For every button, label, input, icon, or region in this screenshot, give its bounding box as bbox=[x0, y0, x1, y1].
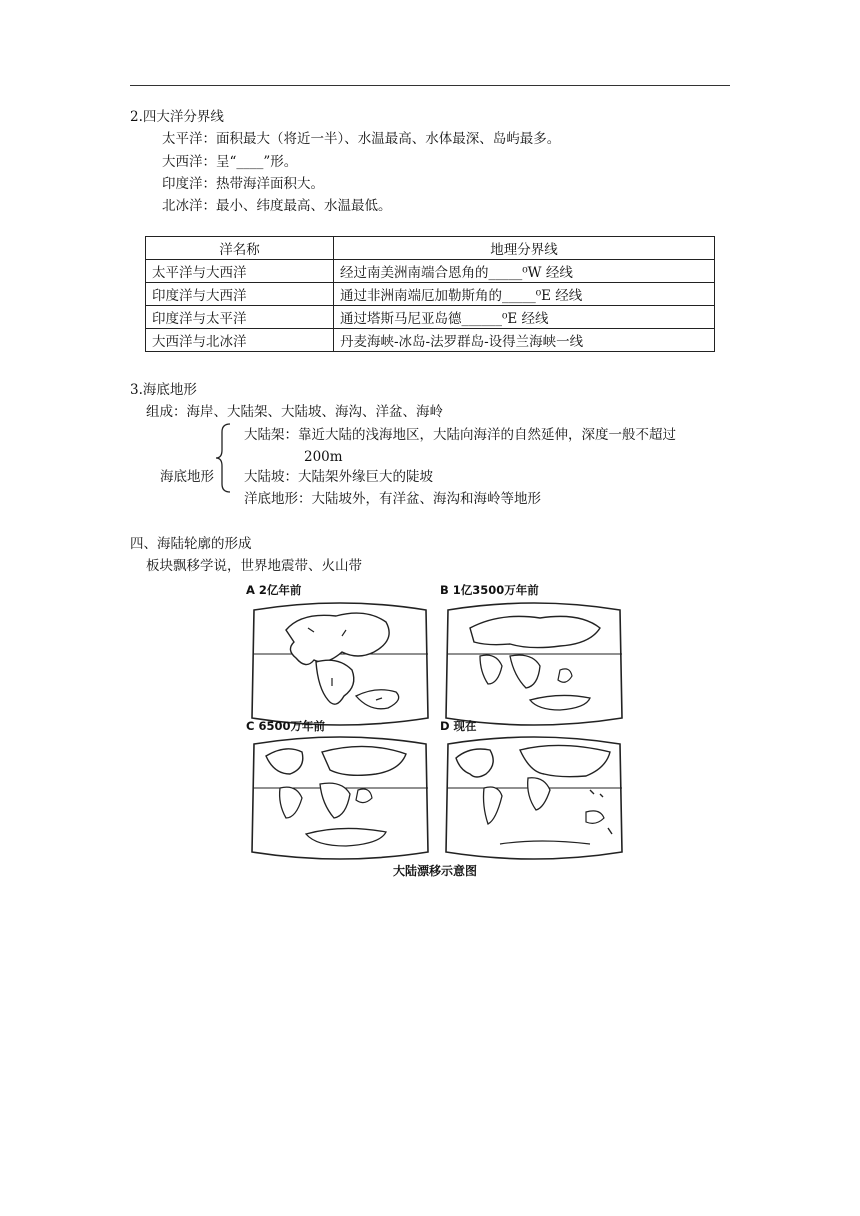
shelf-line: 大陆架：靠近大陆的浅海地区，大陆向海洋的自然延伸，深度一般不超过 bbox=[244, 427, 676, 443]
atlantic-line: 大西洋：呈“____”形。 bbox=[162, 154, 298, 170]
table-cell: 经过南美洲南端合恩角的_____⁰W 经线 bbox=[334, 260, 715, 283]
panel-d-label: D 现在 bbox=[440, 719, 477, 733]
section3-title: 3.海底地形 bbox=[130, 382, 197, 398]
seafloor-label: 海底地形 bbox=[160, 469, 214, 485]
panel-c-label: C 6500万年前 bbox=[246, 719, 325, 733]
table-header: 地理分界线 bbox=[334, 237, 715, 260]
section4-title: 四、海陆轮廓的形成 bbox=[130, 536, 252, 552]
table-cell: 印度洋与太平洋 bbox=[146, 306, 334, 329]
table-cell: 大西洋与北冰洋 bbox=[146, 329, 334, 352]
table-cell: 太平洋与大西洋 bbox=[146, 260, 334, 283]
indian-line: 印度洋：热带海洋面积大。 bbox=[162, 176, 324, 192]
table-header: 洋名称 bbox=[146, 237, 334, 260]
pacific-line: 太平洋：面积最大（将近一半）、水温最高、水体最深、岛屿最多。 bbox=[162, 131, 561, 147]
section2-title: 2.四大洋分界线 bbox=[130, 109, 224, 125]
ocean-floor-line: 洋底地形：大陆坡外，有洋盆、海沟和海岭等地形 bbox=[244, 491, 541, 507]
table-cell: 通过非洲南端厄加勒斯角的_____⁰E 经线 bbox=[334, 283, 715, 306]
shelf-depth: 200m bbox=[304, 449, 343, 465]
panel-b-label: B 1亿3500万年前 bbox=[440, 583, 539, 597]
continental-drift-figure bbox=[240, 580, 630, 880]
arctic-line: 北冰洋：最小、纬度最高、水温最低。 bbox=[162, 198, 392, 214]
map-panel-b bbox=[440, 600, 628, 728]
header-rule bbox=[130, 85, 730, 86]
map-panel-a bbox=[246, 600, 434, 728]
map-panel-c bbox=[246, 734, 434, 862]
brace-icon bbox=[214, 422, 234, 494]
figure-caption: 大陆漂移示意图 bbox=[392, 864, 477, 878]
table-cell: 印度洋与大西洋 bbox=[146, 283, 334, 306]
table-row bbox=[146, 283, 715, 306]
ocean-boundary-table bbox=[145, 236, 715, 352]
table-row bbox=[146, 306, 715, 329]
table-header-row bbox=[146, 237, 715, 260]
map-panel-d bbox=[440, 734, 628, 862]
panel-a-label: A 2亿年前 bbox=[246, 583, 302, 597]
table-cell: 通过塔斯马尼亚岛德______⁰E 经线 bbox=[334, 306, 715, 329]
table-cell: 丹麦海峡-冰岛-法罗群岛-设得兰海峡一线 bbox=[334, 329, 715, 352]
table-row bbox=[146, 329, 715, 352]
table-row bbox=[146, 260, 715, 283]
slope-line: 大陆坡：大陆架外缘巨大的陡坡 bbox=[244, 469, 433, 485]
composition-line: 组成：海岸、大陆架、大陆坡、海沟、洋盆、海岭 bbox=[146, 404, 443, 420]
section4-subtitle: 板块飘移学说，世界地震带、火山带 bbox=[146, 558, 362, 574]
